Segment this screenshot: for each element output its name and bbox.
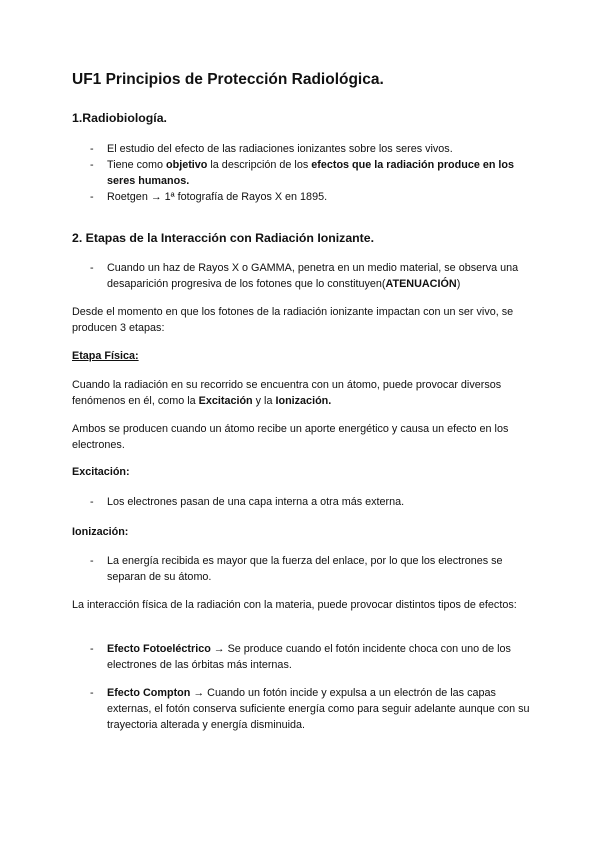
paragraph-2: Ambos se producen cuando un átomo recibe un aporte energético y causa un efecto en los electrones. [72,423,509,451]
list-item: - El estudio del efecto de las radiaciones ionizantes sobre los seres vivos. [72,141,534,157]
section1-heading: 1.Radiobiología. [72,111,167,125]
etapa-fisica-heading: Etapa Física: [72,350,139,362]
list-item: - Efecto Fotoeléctrico → Se produce cuando el fotón incidente choca con uno de los electrones de las órbitas más internas. [72,641,534,673]
paragraph-3: La interacción física de la radiación con la materia, puede provocar distintos tipos de efectos: [72,599,517,611]
section2-heading: 2. Etapas de la Interacción con Radiación Ionizante. [72,231,375,245]
section1-list [72,141,534,205]
list-item: - Roetgen → 1ª fotografía de Rayos X en 1895. [72,189,534,205]
list-item: - Los electrones pasan de una capa interna a otra más externa. [72,494,534,510]
list-item: - La energía recibida es mayor que la fuerza del enlace, por lo que los electrones se separan de su átomo. [72,553,534,585]
list-item: - Efecto Compton → Cuando un fotón incide y expulsa a un electrón de las capas externas, el fotón conserva suficiente energía como para seguir adelante aunque con su trayectoria alterada y energía disminuida. [72,685,534,733]
section2-list [72,260,534,292]
intro-paragraph: Desde el momento en que los fotones de la radiación ionizante impactan con un ser vivo, se producen 3 etapas: [72,306,514,334]
efectos-list-1 [72,641,534,673]
ionizacion-heading: Ionización: [72,526,129,538]
efectos-list-2 [72,685,534,733]
excitacion-list [72,494,534,510]
paragraph-1: Cuando la radiación en su recorrido se encuentra con un átomo, puede provocar diversos fenómenos en él, como la Excitación y la Ionización. [72,379,502,407]
ionizacion-list [72,553,534,585]
excitacion-heading: Excitación: [72,466,130,478]
document-title: UF1 Principios de Protección Radiológica. [72,71,384,88]
list-item: - Cuando un haz de Rayos X o GAMMA, penetra en un medio material, se observa una desaparición progresiva de los fotones que lo constituyen(ATENUACIÓN) [72,260,534,292]
list-item: - Tiene como objetivo la descripción de los efectos que la radiación produce en los seres humanos. [72,157,534,189]
